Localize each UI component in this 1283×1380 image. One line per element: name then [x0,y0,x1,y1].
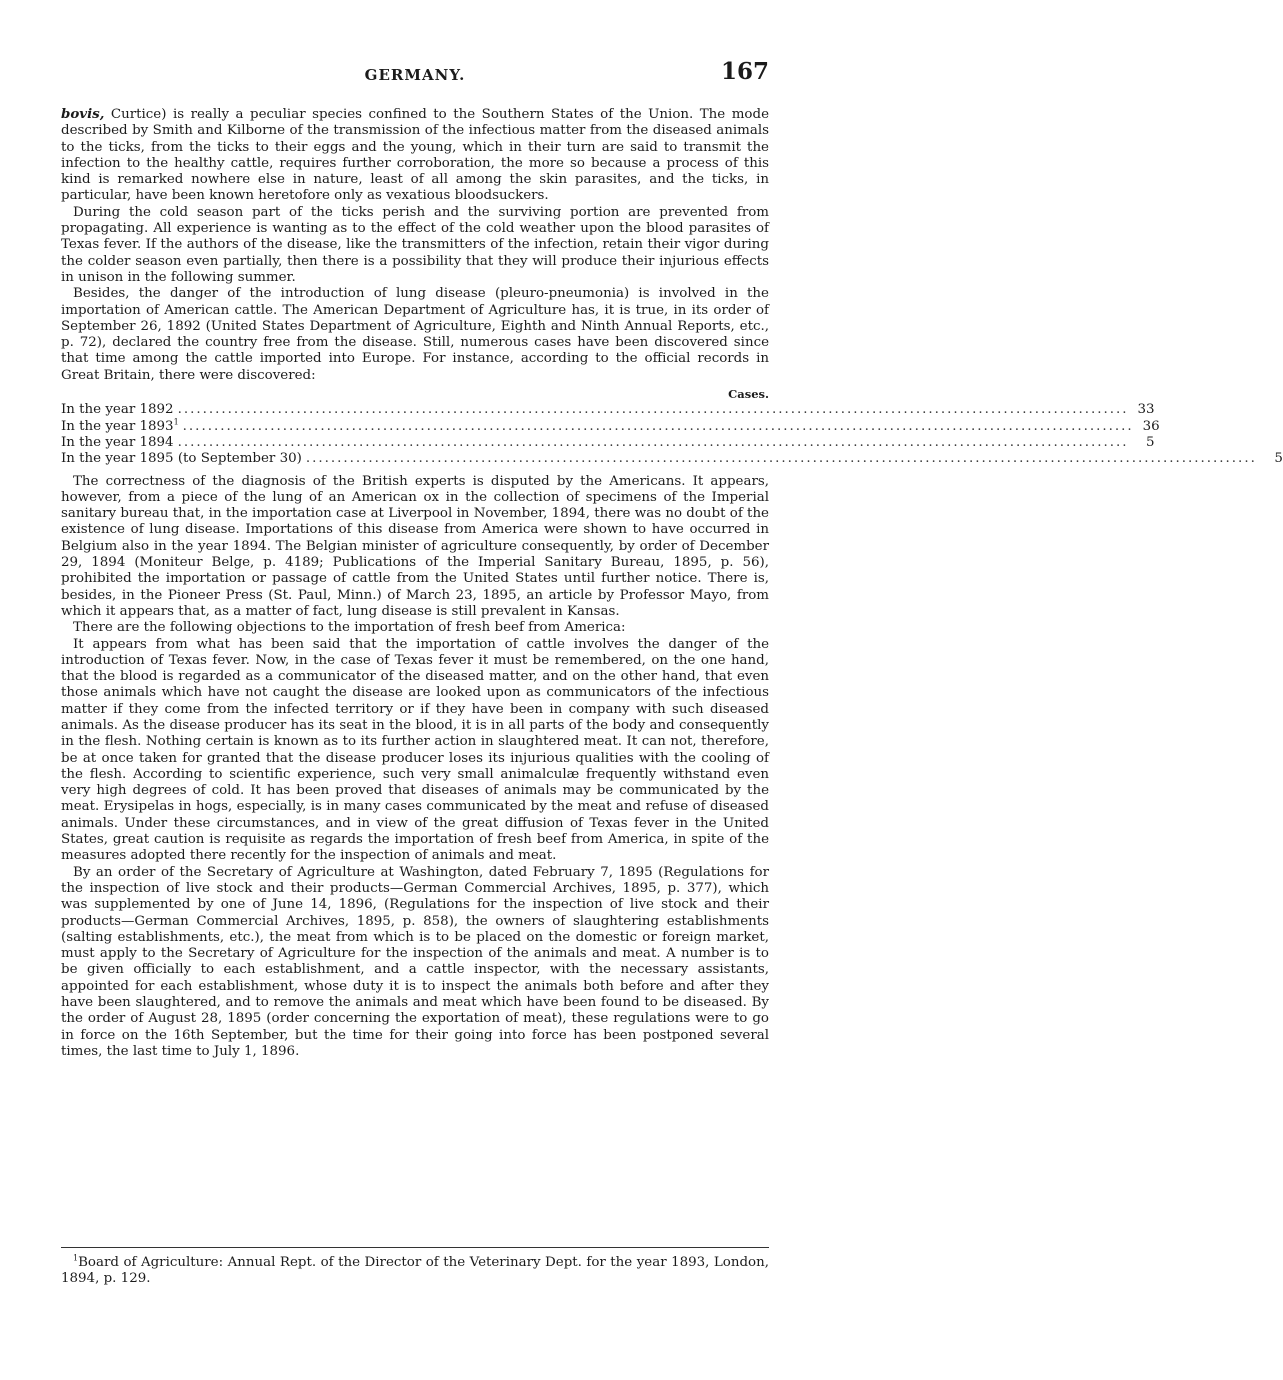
leader-dots: ........................................................................................................................................................ [182,418,1134,434]
case-label: In the year 1892 [61,402,174,418]
body-text [61,106,1283,1060]
leader-dots: ........................................................................................................................................................ [177,434,1129,450]
case-row [61,402,1155,418]
case-label: In the year 1893$^1$ [61,417,179,434]
footnote-marker: 1 [173,417,179,427]
page-header [61,58,769,88]
running-head: GERMANY. [364,66,466,84]
paragraph-5: There are the following objections to the importation of fresh beef from America: [73,620,626,636]
case-row [61,434,1155,451]
leader-dots: ........................................................................................................................................................ [177,402,1129,418]
footnote-divider [61,1247,769,1248]
paragraph-7: By an order of the Secretary of Agriculture at Washington, dated February 7, 1895 (Regulations for the inspection of live stock and their products—German Commercial Archives, 1895, p. 377), which was supplemented by one of June 14, 1896, (Regulations for the inspection of live stock and their products—German Commercial Archives, 1895, p. 858), the owners of slaughtering establishments (salting establishments, etc.), the meat from which is to be placed on the domestic or foreign market, must apply to the Secretary of Agriculture for the inspection of the animals and meat. A number is to be given officially to each establishment, and a cattle inspector, with the necessary assistants, appointed for each establishment, whose duty it is to inspect the animals both before and after they have been slaughtered, and to remove the animals and meat which have been found to be diseased. By the order of August 28, 1895 (order concerning the exportation of meat), these regulations were to go in force on the 16th September, but the time for their going into force has been postponed several times, the last time to July 1, 1896. [61,864,769,1059]
species-name: bovis, [61,106,105,122]
case-row [61,451,1283,467]
footnote-text: Board of Agriculture: Annual Rept. of the Director of the Veterinary Dept. for the year 1893, London, 1894, p. 129. [61,1255,769,1287]
page-number: 167 [720,58,769,85]
case-value: 33 [1137,402,1155,418]
cases-column-header: Cases. [728,387,769,402]
case-label: In the year 1894 [61,434,174,450]
paragraph-1 [61,106,769,205]
case-value: 36 [1142,418,1160,434]
case-row [61,417,1160,435]
paragraph-2: During the cold season part of the ticks perish and the surviving portion are prevented from propagating. All experience is wanting as to the effect of the cold weather upon the blood parasites of Texas fever. If the authors of the disease, like the transmitters of the infection, retain their vigor during the colder season even partially, then there is a possibility that they will produce their injurious effects in unison in the following summer. [61,204,769,285]
paragraph-4: The correctness of the diagnosis of the British experts is disputed by the Americans. It appears, however, from a piece of the lung of an American ox in the collection of specimens of the Imperial sanitary bureau that, in the importation case at Liverpool in November, 1894, there was no doubt of the existence of lung disease. Importations of this disease from America were shown to have occurred in Belgium also in the year 1894. The Belgian minister of agriculture consequently, by order of December 29, 1894 (Moniteur Belge, p. 4189; Publications of the Imperial Sanitary Bureau, 1895, p. 56), prohibited the importation or passage of cattle from the United States until further notice. There is, besides, in the Pioneer Press (St. Paul, Minn.) of March 23, 1895, an article by Professor Mayo, from which it appears that, as a matter of fact, lung disease is still prevalent in Kansas. [61,473,769,619]
paragraph-3: Besides, the danger of the introduction of lung disease (pleuro-pneumonia) is involved in the importation of American cattle. The American Department of Agriculture has, it is true, in its order of September 26, 1892 (United States Department of Agriculture, Eighth and Ninth Annual Reports, etc., p. 72), declared the country free from the disease. Still, numerous cases have been discovered since that time among the cattle imported into Europe. For instance, according to the official records in Great Britain, there were discovered: [61,286,769,383]
case-value: 5 [1274,451,1283,467]
case-label: In the year 1895 (to September 30) [61,451,302,467]
footnote [61,1255,769,1288]
paragraph-6: It appears from what has been said that the importation of cattle involves the danger of the introduction of Texas fever. Now, in the case of Texas fever it must be remembered, on the one hand, that the blood is regarded as a communicator of the diseased matter, and on the other hand, that even those animals which have not caught the disease are looked upon as communicators of the infectious matter if they come from the infected territory or if they have been in company with such diseased animals. As the disease producer has its seat in the blood, it is in all parts of the body and consequently in the flesh. Nothing certain is known as to its further action in slaughtered meat. It can not, therefore, be at once taken for granted that the disease producer loses its injurious qualities with the cooling of the flesh. According to scientific experience, such very small animalculæ frequently withstand even very high degrees of cold. It has been proved that diseases of animals may be communicated by the meat. Erysipelas in hogs, especially, is in many cases communicated by the meat and refuse of diseased animals. Under these circumstances, and in view of the great diffusion of Texas fever in the United States, great caution is requisite as regards the importation of fresh beef from America, in spite of the measures adopted there recently for the inspection of animals and meat. [61,636,769,864]
footnote-marker: 1 [73,1253,79,1263]
paragraph-1-text: Curtice) is really a peculiar species confined to the Southern States of the Union. The mode described by Smith and Kilborne of the transmission of the infectious matter from the diseased animals to the ticks, from the ticks to their eggs and the young, which in their turn are said to transmit the infection to the healthy cattle, requires further corroboration, the more so because a process of this kind is remarked nowhere else in nature, least of all among the skin parasites, and the ticks, in particular, have been known heretofore only as vexatious bloodsuckers. [61,107,769,204]
case-value: 5 [1146,434,1155,450]
leader-dots: ........................................................................................................................................................ [305,451,1257,467]
page [61,58,1283,1060]
cases-table [61,386,1283,467]
